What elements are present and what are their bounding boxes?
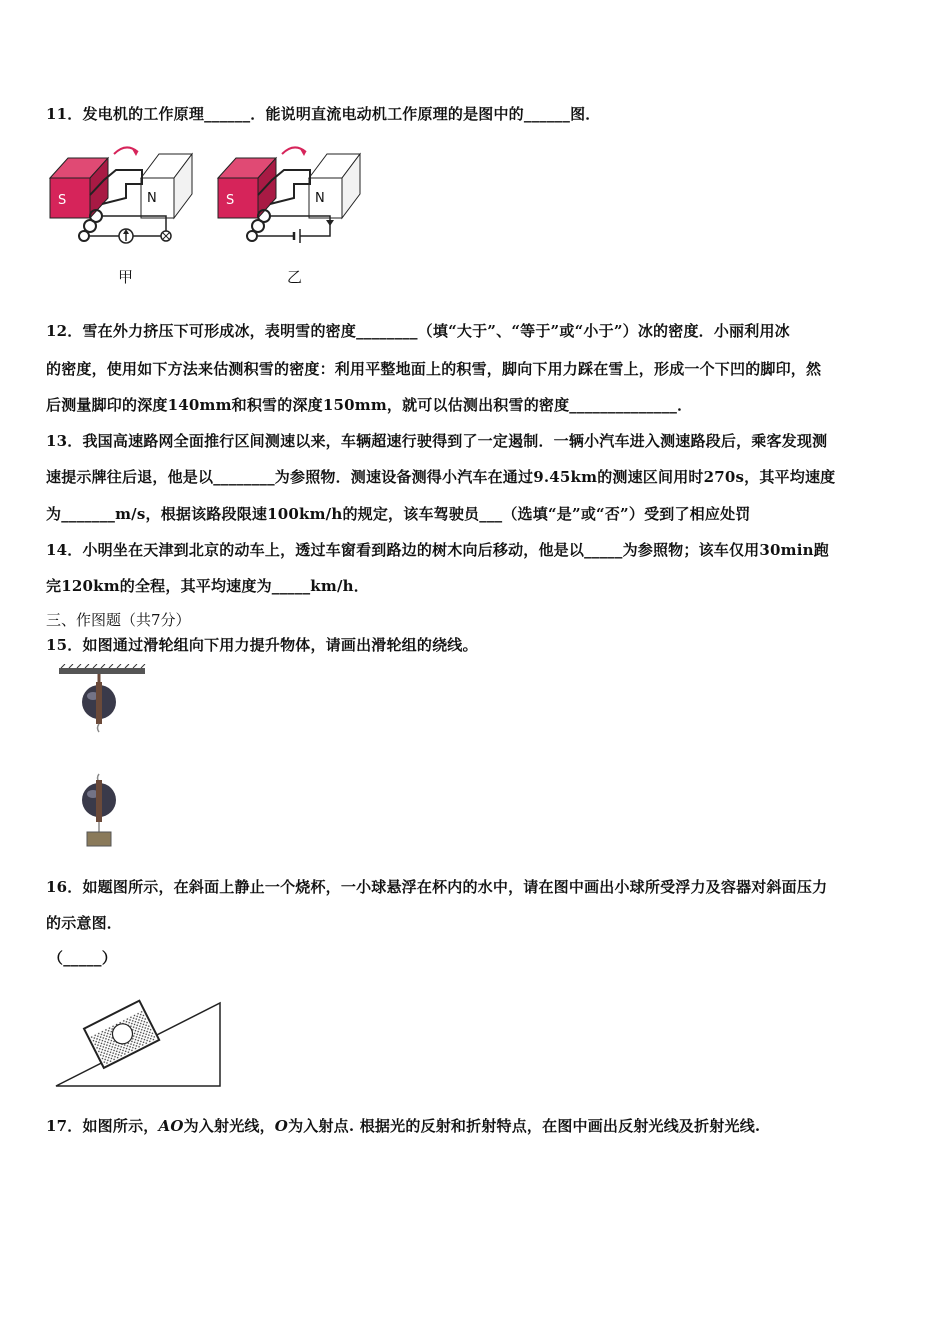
pulley-system-figure — [55, 664, 150, 854]
section3-title: 三、作图题（共7分） — [46, 611, 191, 629]
q13-line2: 速提示牌往后退，他是以________为参照物．测速设备测得小汽车在通过9.45km的测速区间用时270s，其平均速度 — [46, 468, 836, 486]
q17-text — [46, 1115, 760, 1136]
q17-ao: AO — [158, 1117, 184, 1135]
q11-text: 11．发电机的工作原理______．能说明直流电动机工作原理的是图中的______图． — [46, 105, 601, 123]
q13-line1: 13．我国高速路网全面推行区间测速以来，车辆超速行驶得到了一定遏制．一辆小汽车进入测速路段后，乘客发现测 — [46, 432, 828, 450]
q12-line1: 12．雪在外力挤压下可形成冰，表明雪的密度________（填“大于”、“等于”或“小于”）冰的密度．小丽利用冰 — [46, 322, 790, 340]
q17-prefix: 17．如图所示， — [46, 1117, 159, 1135]
q14-line2: 完120km的全程，其平均速度为_____km/h． — [46, 577, 369, 595]
generator-figure-jia — [46, 140, 196, 250]
pole-s-label: S — [58, 193, 67, 208]
q17-suffix: 为入射点. 根据光的反射和折射特点，在图中画出反射光线及折射光线. — [288, 1117, 761, 1135]
caption-yi: 乙 — [287, 268, 303, 286]
q13-line3: 为_______m/s，根据该路段限速100km/h的规定，该车驾驶员___（选填“是”或“否”）受到了相应处罚 — [46, 505, 751, 523]
q15-text: 15．如图通过滑轮组向下用力提升物体，请画出滑轮组的绕线。 — [46, 636, 478, 654]
q12-line2: 的密度，使用如下方法来估测积雪的密度：利用平整地面上的积雪，脚向下用力踩在雪上，形成一个下凹的脚印，然 — [46, 360, 822, 378]
pole-n-label: N — [315, 191, 325, 206]
q16-line1: 16．如题图所示，在斜面上静止一个烧杯，一小球悬浮在杯内的水中，请在图中画出小球所受浮力及容器对斜面压力 — [46, 878, 828, 896]
incline-beaker-figure — [52, 995, 227, 1095]
q14-line1: 14．小明坐在天津到北京的动车上，透过车窗看到路边的树木向后移动，他是以_____为参照物；该车仅用30min跑 — [46, 541, 829, 559]
q12-line3: 后测量脚印的深度140mm和积雪的深度150mm，就可以估测出积雪的密度______________． — [46, 396, 693, 414]
pole-s-label: S — [226, 193, 235, 208]
q17-mid: 为入射光线， — [183, 1117, 275, 1135]
q17-o: O — [274, 1117, 289, 1135]
pole-n-label: N — [147, 191, 157, 206]
q16-line2: 的示意图． — [46, 914, 123, 932]
q16-answer-blank: （_____） — [48, 949, 117, 967]
caption-jia: 甲 — [118, 268, 134, 286]
motor-figure-yi — [214, 140, 364, 250]
